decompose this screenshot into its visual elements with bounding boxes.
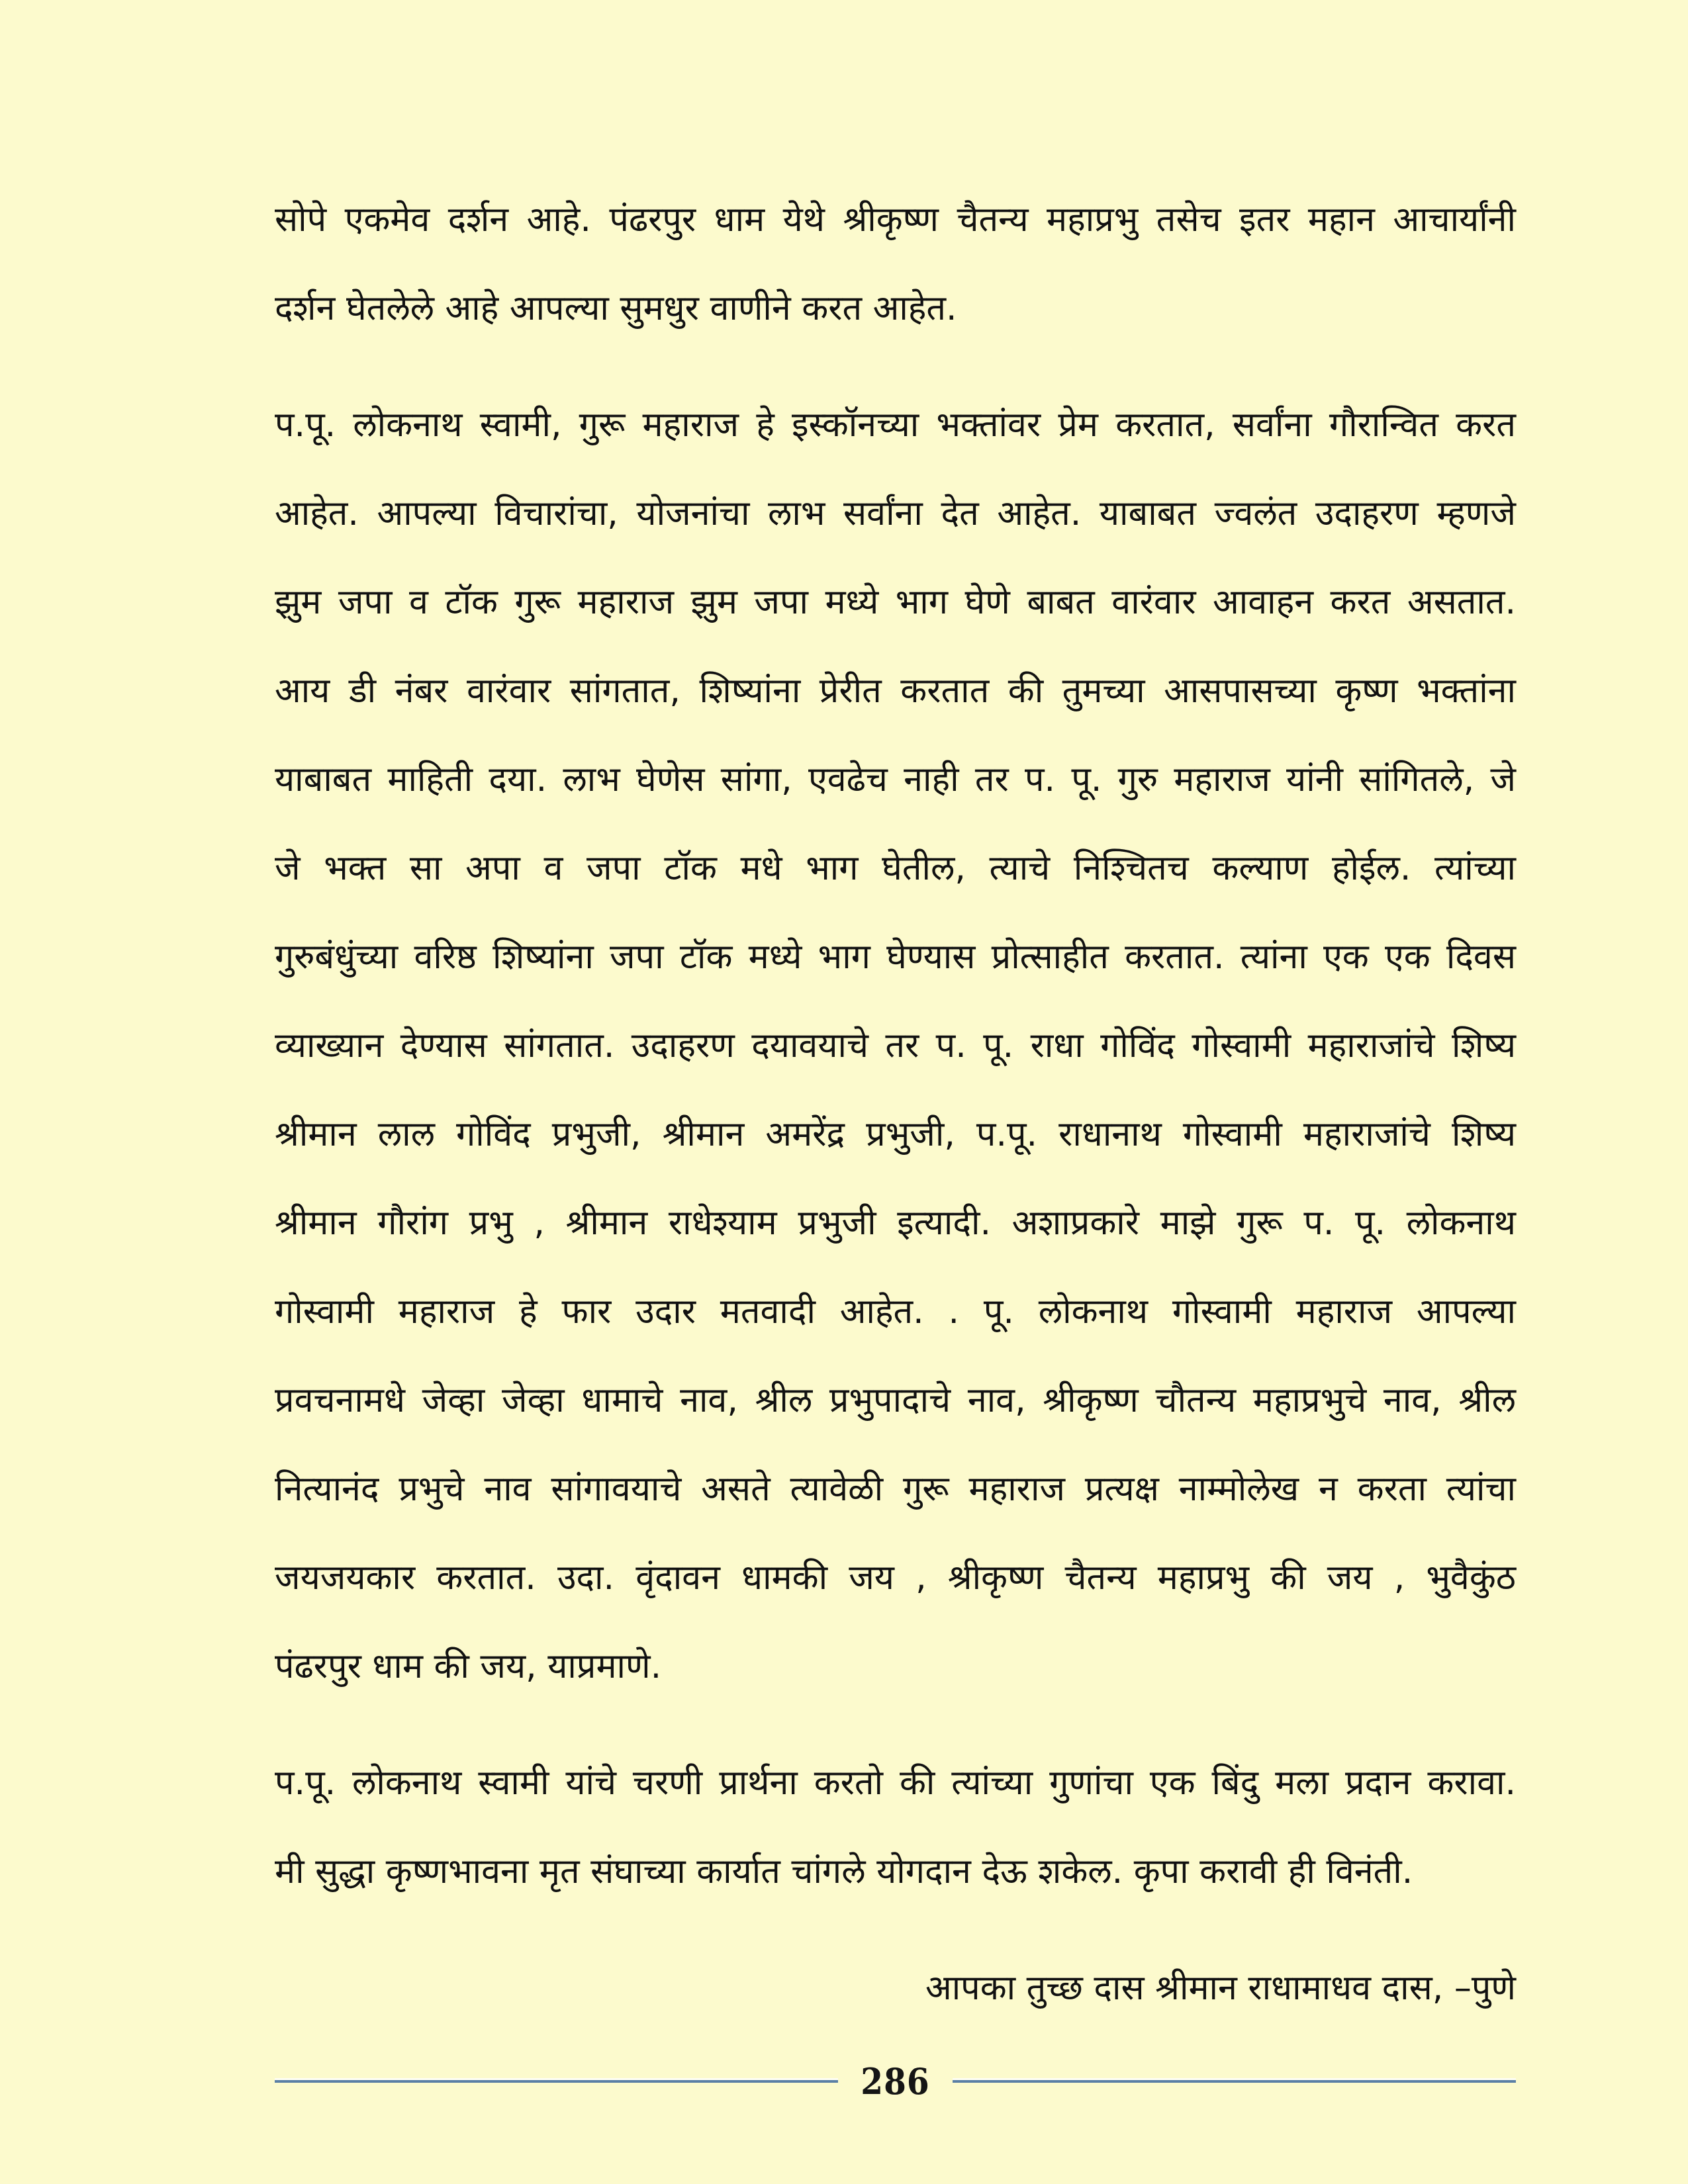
text-line: गोस्वामी महाराज हे फार उदार मतवादी आहेत. . पू. लोकनाथ गोस्वामी महाराज आपल्या bbox=[275, 1292, 1516, 1332]
text-line: व्याख्यान देण्यास सांगतात. उदाहरण दयावयाचे तर प. पू. राधा गोविंद गोस्वामी महाराजांचे शिष्य bbox=[275, 1026, 1516, 1066]
text-line: पंढरपुर धाम की जय, याप्रमाणे. bbox=[275, 1647, 662, 1686]
paragraph bbox=[275, 381, 1516, 1711]
text-line: प.पू. लोकनाथ स्वामी, गुरू महाराज हे इस्कॉनच्या भक्तांवर प्रेम करतात, सर्वांना गौरान्वित करत bbox=[275, 405, 1516, 445]
text-line: श्रीमान गौरांग प्रभु , श्रीमान राधेश्याम प्रभुजी इत्यादी. अशाप्रकारे माझे गुरू प. पू. लोकनाथ bbox=[275, 1203, 1516, 1243]
text-line: याबाबत माहिती दया. लाभ घेणेस सांगा, एवढेच नाही तर प. पू. गुरु महाराज यांनी सांगितले, जे bbox=[275, 760, 1516, 799]
text-line: श्रीमान लाल गोविंद प्रभुजी, श्रीमान अमरेंद्र प्रभुजी, प.पू. राधानाथ गोस्वामी महाराजांचे शिष्य bbox=[275, 1115, 1516, 1154]
text-line: जयजयकार करतात. उदा. वृंदावन धामकी जय , श्रीकृष्ण चैतन्य महाप्रभु की जय , भुवैकुंठ bbox=[275, 1558, 1516, 1598]
page-body-text bbox=[275, 175, 1516, 2032]
text-line: दर्शन घेतलेले आहे आपल्या सुमधुर वाणीने करत आहेत. bbox=[275, 289, 957, 328]
page-footer bbox=[275, 2057, 1516, 2106]
signature-line: आपका तुच्छ दास श्रीमान राधामाधव दास, –पुणे bbox=[925, 1968, 1516, 2008]
paragraph bbox=[275, 175, 1516, 353]
page-number: 286 bbox=[861, 2060, 930, 2103]
paragraph bbox=[275, 1739, 1516, 1916]
paragraphs-container bbox=[275, 175, 1516, 1916]
text-line: आय डी नंबर वारंवार सांगतात, शिष्यांना प्रेरीत करतात की तुमच्या आसपासच्या कृष्ण भक्तांना bbox=[275, 671, 1516, 711]
text-line: नित्यानंद प्रभुचे नाव सांगावयाचे असते त्यावेळी गुरू महाराज प्रत्यक्ष नाम्मोलेख न करता त्यांचा bbox=[275, 1469, 1516, 1509]
text-line: जे भक्त सा अपा व जपा टॉक मधे भाग घेतील, त्याचे निश्चितच कल्याण होईल. त्यांच्या bbox=[275, 848, 1516, 888]
text-line: प.पू. लोकनाथ स्वामी यांचे चरणी प्रार्थना करतो की त्यांच्या गुणांचा एक बिंदु मला प्रदान करावा. bbox=[275, 1763, 1516, 1803]
text-line: प्रवचनामधे जेव्हा जेव्हा धामाचे नाव, श्रील प्रभुपादाचे नाव, श्रीकृष्ण चौतन्य महाप्रभुचे नाव, श्रील bbox=[275, 1381, 1516, 1420]
footer-rule-right bbox=[953, 2080, 1516, 2083]
text-line: झुम जपा व टॉक गुरू महाराज झुम जपा मध्ये भाग घेणे बाबत वारंवार आवाहन करत असतात. bbox=[275, 582, 1516, 622]
text-line: सोपे एकमेव दर्शन आहे. पंढरपुर धाम येथे श्रीकृष्ण चैतन्य महाप्रभु तसेच इतर महान आचार्यांनी bbox=[275, 200, 1516, 240]
text-line: आहेत. आपल्या विचारांचा, योजनांचा लाभ सर्वांना देत आहेत. याबाबत ज्वलंत उदाहरण म्हणजे bbox=[275, 494, 1516, 533]
text-line: गुरुबंधुंच्या वरिष्ठ शिष्यांना जपा टॉक मध्ये भाग घेण्यास प्रोत्साहीत करतात. त्यांना एक एक दिवस bbox=[275, 937, 1516, 977]
footer-rule-left bbox=[275, 2080, 838, 2083]
text-line: मी सुद्धा कृष्णभावना मृत संघाच्या कार्यात चांगले योगदान देऊ शकेल. कृपा करावी ही विनंती. bbox=[275, 1852, 1413, 1891]
